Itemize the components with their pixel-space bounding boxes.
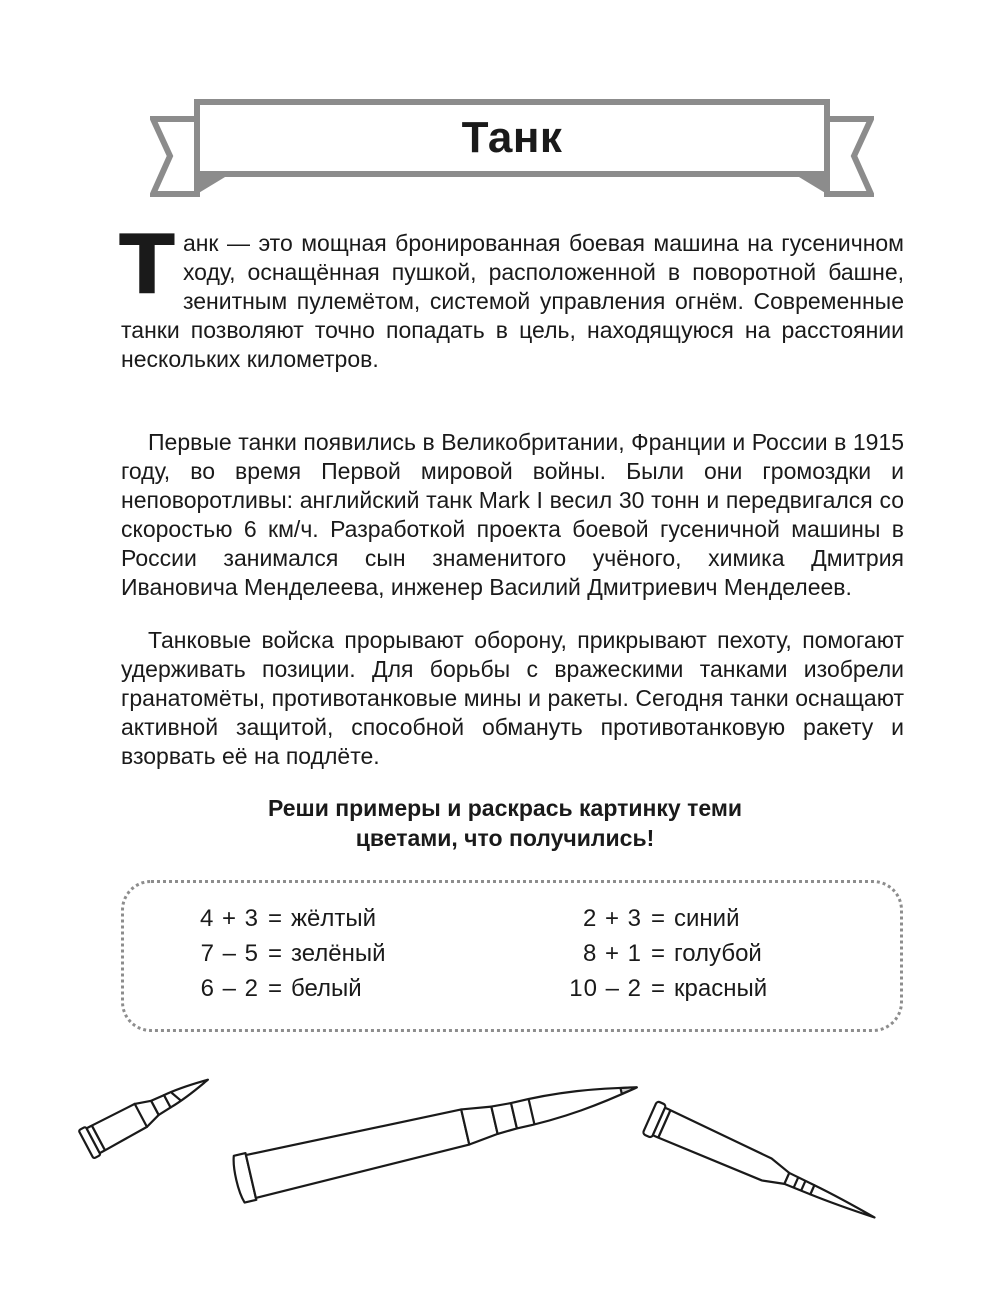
equation-color-word: жёлтый [291,905,377,932]
equation-row [530,975,767,1010]
ammunition-illustration [60,1070,940,1230]
equation-row [173,905,376,940]
equals-sign: = [650,940,665,967]
equation-color-word: белый [291,975,362,1002]
drop-cap-letter: Т [119,218,175,313]
ribbon-left-tail [153,119,197,194]
small-cartridge-icon [79,1070,216,1159]
equals-sign: = [650,975,665,1002]
intro-paragraph-text: анк — это мощная бронированная боевая машина на гусеничном ходу, оснащённая пушкой, расположенной в поворотной башне, зенитным пулемётом, системой управления огнём. Современные танки позволяют точно попадать в цель, находящуюся на расстоянии нескольких километров. [121,230,904,372]
tank-shell-icon [231,1070,642,1203]
equation-expression: 4 + 3 [199,905,259,932]
equation-row [530,905,739,940]
equals-sign: = [267,905,282,932]
equation-expression: 10 – 2 [569,975,642,1002]
equation-color-word: зелёный [291,940,386,967]
equation-row [173,940,386,975]
task-instruction-line-1: Реши примеры и раскрась картинку теми [267,795,742,821]
rifle-cartridge-icon [642,1101,881,1230]
equation-row [530,940,762,975]
intro-paragraph [119,218,904,374]
equation-expression: 8 + 1 [582,940,642,967]
equals-sign: = [267,975,282,1002]
equation-expression: 7 – 5 [200,940,259,967]
task-instruction-line-2: цветами, что получились! [355,825,655,851]
tank-troops-paragraph: Танковые войска прорывают оборону, прикрывают пехоту, помогают удерживать позиции. Для борьбы с вражескими танками изобрели гранатомёты, противотанковые мины и ракеты. Сегодня танки оснащают активной защитой, способной обмануть противотанковую ракету и взорвать её на подлёте. [121,627,904,769]
ribbon-right-tail [827,119,871,194]
task-instruction [180,793,830,853]
equation-color-word: синий [674,905,740,932]
equation-color-word: красный [674,975,768,1002]
equation-color-word: голубой [674,940,762,967]
equals-sign: = [650,905,665,932]
equation-row [173,975,362,1010]
equation-expression: 6 – 2 [200,975,259,1002]
history-paragraph: Первые танки появились в Великобритании, Франции и России в 1915 году, во время Первой мировой войны. Были они громоздки и неповоротливы: английский танк Mark I весил 30 тонн и передвигался со скоростью 6 км/ч. Разработкой проекта боевой гусеничной машины в России занимался сын знаменитого учёного, химика Дмитрия Ивановича Менделеева, инженер Василий Дмитриевич Менделеев. [121,429,904,600]
equals-sign: = [267,940,282,967]
equation-expression: 2 + 3 [582,905,642,932]
page-title: Танк [461,113,563,162]
